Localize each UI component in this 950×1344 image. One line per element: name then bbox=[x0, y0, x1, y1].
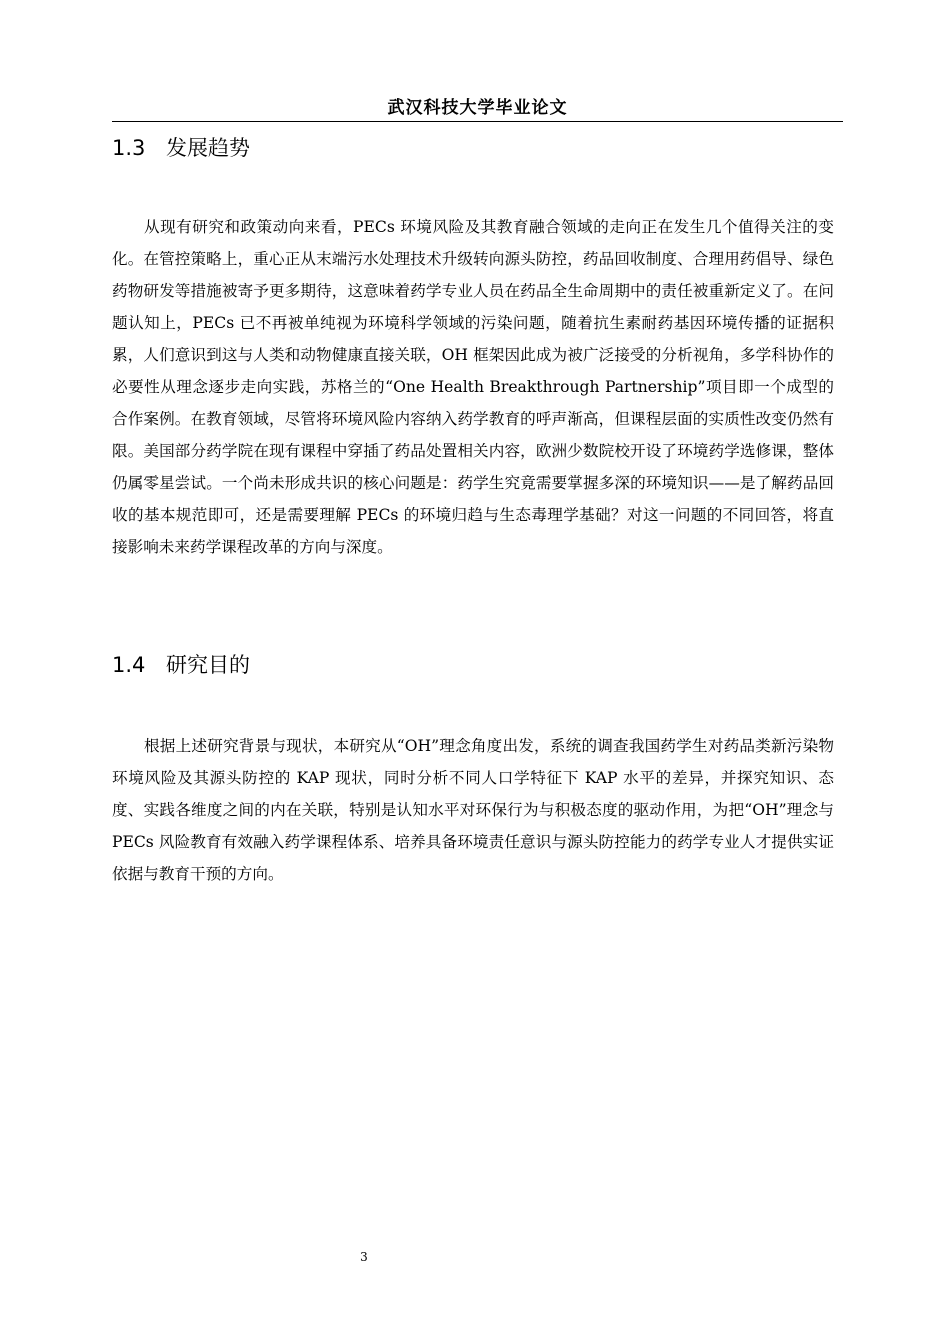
section-number: 1.4 bbox=[112, 653, 146, 677]
running-header: 武汉科技大学毕业论文 bbox=[387, 98, 568, 118]
section-number: 1.3 bbox=[112, 136, 146, 160]
section-title: 发展趋势 bbox=[166, 136, 250, 160]
page-number: 3 bbox=[360, 1250, 368, 1264]
section-heading-1-4 bbox=[112, 650, 250, 680]
section-heading-1-3 bbox=[112, 133, 250, 163]
paragraph-research-purpose: 根据上述研究背景与现状，本研究从“OH”理念角度出发，系统的调查我国药学生对药品类新污染物环境风险及其源头防控的 KAP 现状，同时分析不同人口学特征下 KAP 水平的差异，并探究知识、态度、实践各维度之间的内在关联，特别是认知水平对环保行为与积极态度的驱动作用，为把“OH”理念与 PECs 风险教育有效融入药学课程体系、培养具备环境责任意识与源头防控能力的药学专业人才提供实证依据与教育干预的方向。 bbox=[112, 737, 834, 883]
section-title: 研究目的 bbox=[166, 653, 250, 677]
header-rule bbox=[112, 121, 843, 122]
paragraph-development-trend: 从现有研究和政策动向来看，PECs 环境风险及其教育融合领域的走向正在发生几个值得关注的变化。在管控策略上，重心正从末端污水处理技术升级转向源头防控，药品回收制度、合理用药倡导、绿色药物研发等措施被寄予更多期待，这意味着药学专业人员在药品全生命周期中的责任被重新定义了。在问题认知上，PECs 已不再被单纯视为环境科学领域的污染问题，随着抗生素耐药基因环境传播的证据积累，人们意识到这与人类和动物健康直接关联，OH 框架因此成为被广泛接受的分析视角，多学科协作的必要性从理念逐步走向实践，苏格兰的“One Health Breakthrough Partnership”项目即一个成型的合作案例。在教育领域，尽管将环境风险内容纳入药学教育的呼声渐高，但课程层面的实质性改变仍然有限。美国部分药学院在现有课程中穿插了药品处置相关内容，欧洲少数院校开设了环境药学选修课，整体仍属零星尝试。一个尚未形成共识的核心问题是：药学生究竟需要掌握多深的环境知识——是了解药品回收的基本规范即可，还是需要理解 PECs 的环境归趋与生态毒理学基础？对这一问题的不同回答，将直接影响未来药学课程改革的方向与深度。 bbox=[112, 218, 834, 556]
